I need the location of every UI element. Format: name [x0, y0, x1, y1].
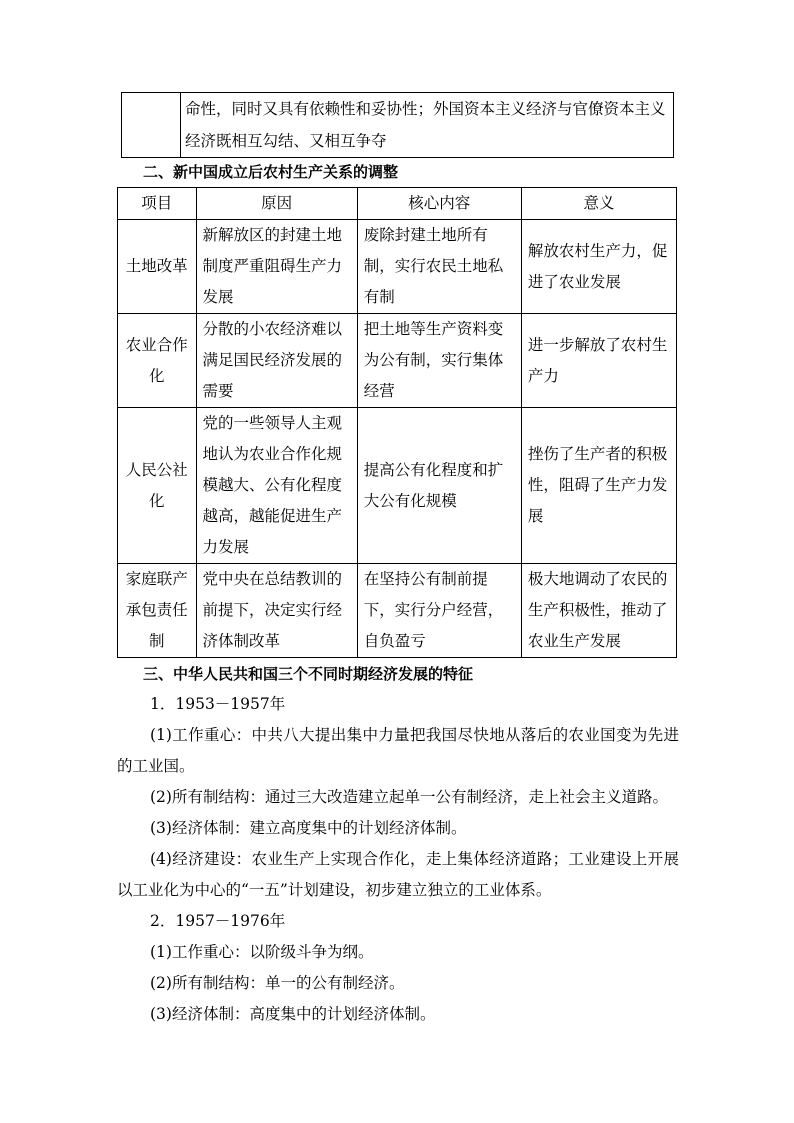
paragraph: (2)所有制结构：通过三大改造建立起单一公有制经济，走上社会主义道路。 [150, 788, 668, 806]
paragraph: (2)所有制结构：单一的公有制经济。 [150, 974, 405, 992]
period-title: 2．1957－1976年 [150, 912, 286, 930]
row-reason: 分散的小农经济难以满足国民经济发展的需要 [196, 314, 357, 408]
row-significance: 解放农村生产力，促进了农业发展 [521, 220, 676, 314]
paragraph: (1)工作重心：中共八大提出集中力量把我国尽快地从落后的农业国变为先进的工业国。 [117, 726, 679, 775]
row-item: 家庭联产承包责任制 [118, 564, 197, 658]
table-row [118, 408, 677, 564]
section-heading-3: 三、中华人民共和国三个不同时期经济发展的特征 [143, 665, 474, 683]
table-row [118, 314, 677, 408]
paragraph: (3)经济体制：建立高度集中的计划经济体制。 [150, 819, 467, 837]
column-header: 意义 [521, 188, 676, 220]
rural-relations-table [117, 187, 677, 658]
row-significance: 进一步解放了农村生产力 [521, 314, 676, 408]
section-heading-2: 二、新中国成立后农村生产关系的调整 [143, 163, 399, 181]
table-header-row [118, 188, 677, 220]
table-row [118, 220, 677, 314]
row-reason: 党中央在总结教训的前提下，决定实行经济体制改革 [196, 564, 357, 658]
row-content: 废除封建土地所有制，实行农民土地私有制 [357, 220, 521, 314]
period-title: 1．1953－1957年 [150, 695, 286, 713]
table-row [122, 93, 674, 158]
row-content: 把土地等生产资料变为公有制，实行集体经营 [357, 314, 521, 408]
paragraph: (4)经济建设：农业生产上实现合作化，走上集体经济道路；工业建设上开展以工业化为中心的“一五”计划建设，初步建立独立的工业体系。 [117, 850, 679, 899]
continuation-table [121, 92, 674, 158]
paragraph: (1)工作重心：以阶级斗争为纲。 [150, 943, 374, 961]
empty-cell [122, 93, 181, 158]
row-item: 人民公社化 [118, 408, 197, 564]
paragraph: (3)经济体制：高度集中的计划经济体制。 [150, 1005, 436, 1023]
row-item: 土地改革 [118, 220, 197, 314]
column-header: 原因 [196, 188, 357, 220]
table-row [118, 564, 677, 658]
continuation-text: 命性，同时又具有依赖性和妥协性；外国资本主义经济与官僚资本主义经济既相互勾结、又相互争夺 [181, 93, 674, 158]
column-header: 核心内容 [357, 188, 521, 220]
row-content: 提高公有化程度和扩大公有化规模 [357, 408, 521, 564]
row-item: 农业合作化 [118, 314, 197, 408]
column-header: 项目 [118, 188, 197, 220]
row-content: 在坚持公有制前提下，实行分户经营，自负盈亏 [357, 564, 521, 658]
row-significance: 挫伤了生产者的积极性，阻碍了生产力发展 [521, 408, 676, 564]
row-reason: 新解放区的封建土地制度严重阻碍生产力发展 [196, 220, 357, 314]
row-significance: 极大地调动了农民的生产积极性，推动了农业生产发展 [521, 564, 676, 658]
row-reason: 党的一些领导人主观地认为农业合作化规模越大、公有化程度越高，越能促进生产力发展 [196, 408, 357, 564]
